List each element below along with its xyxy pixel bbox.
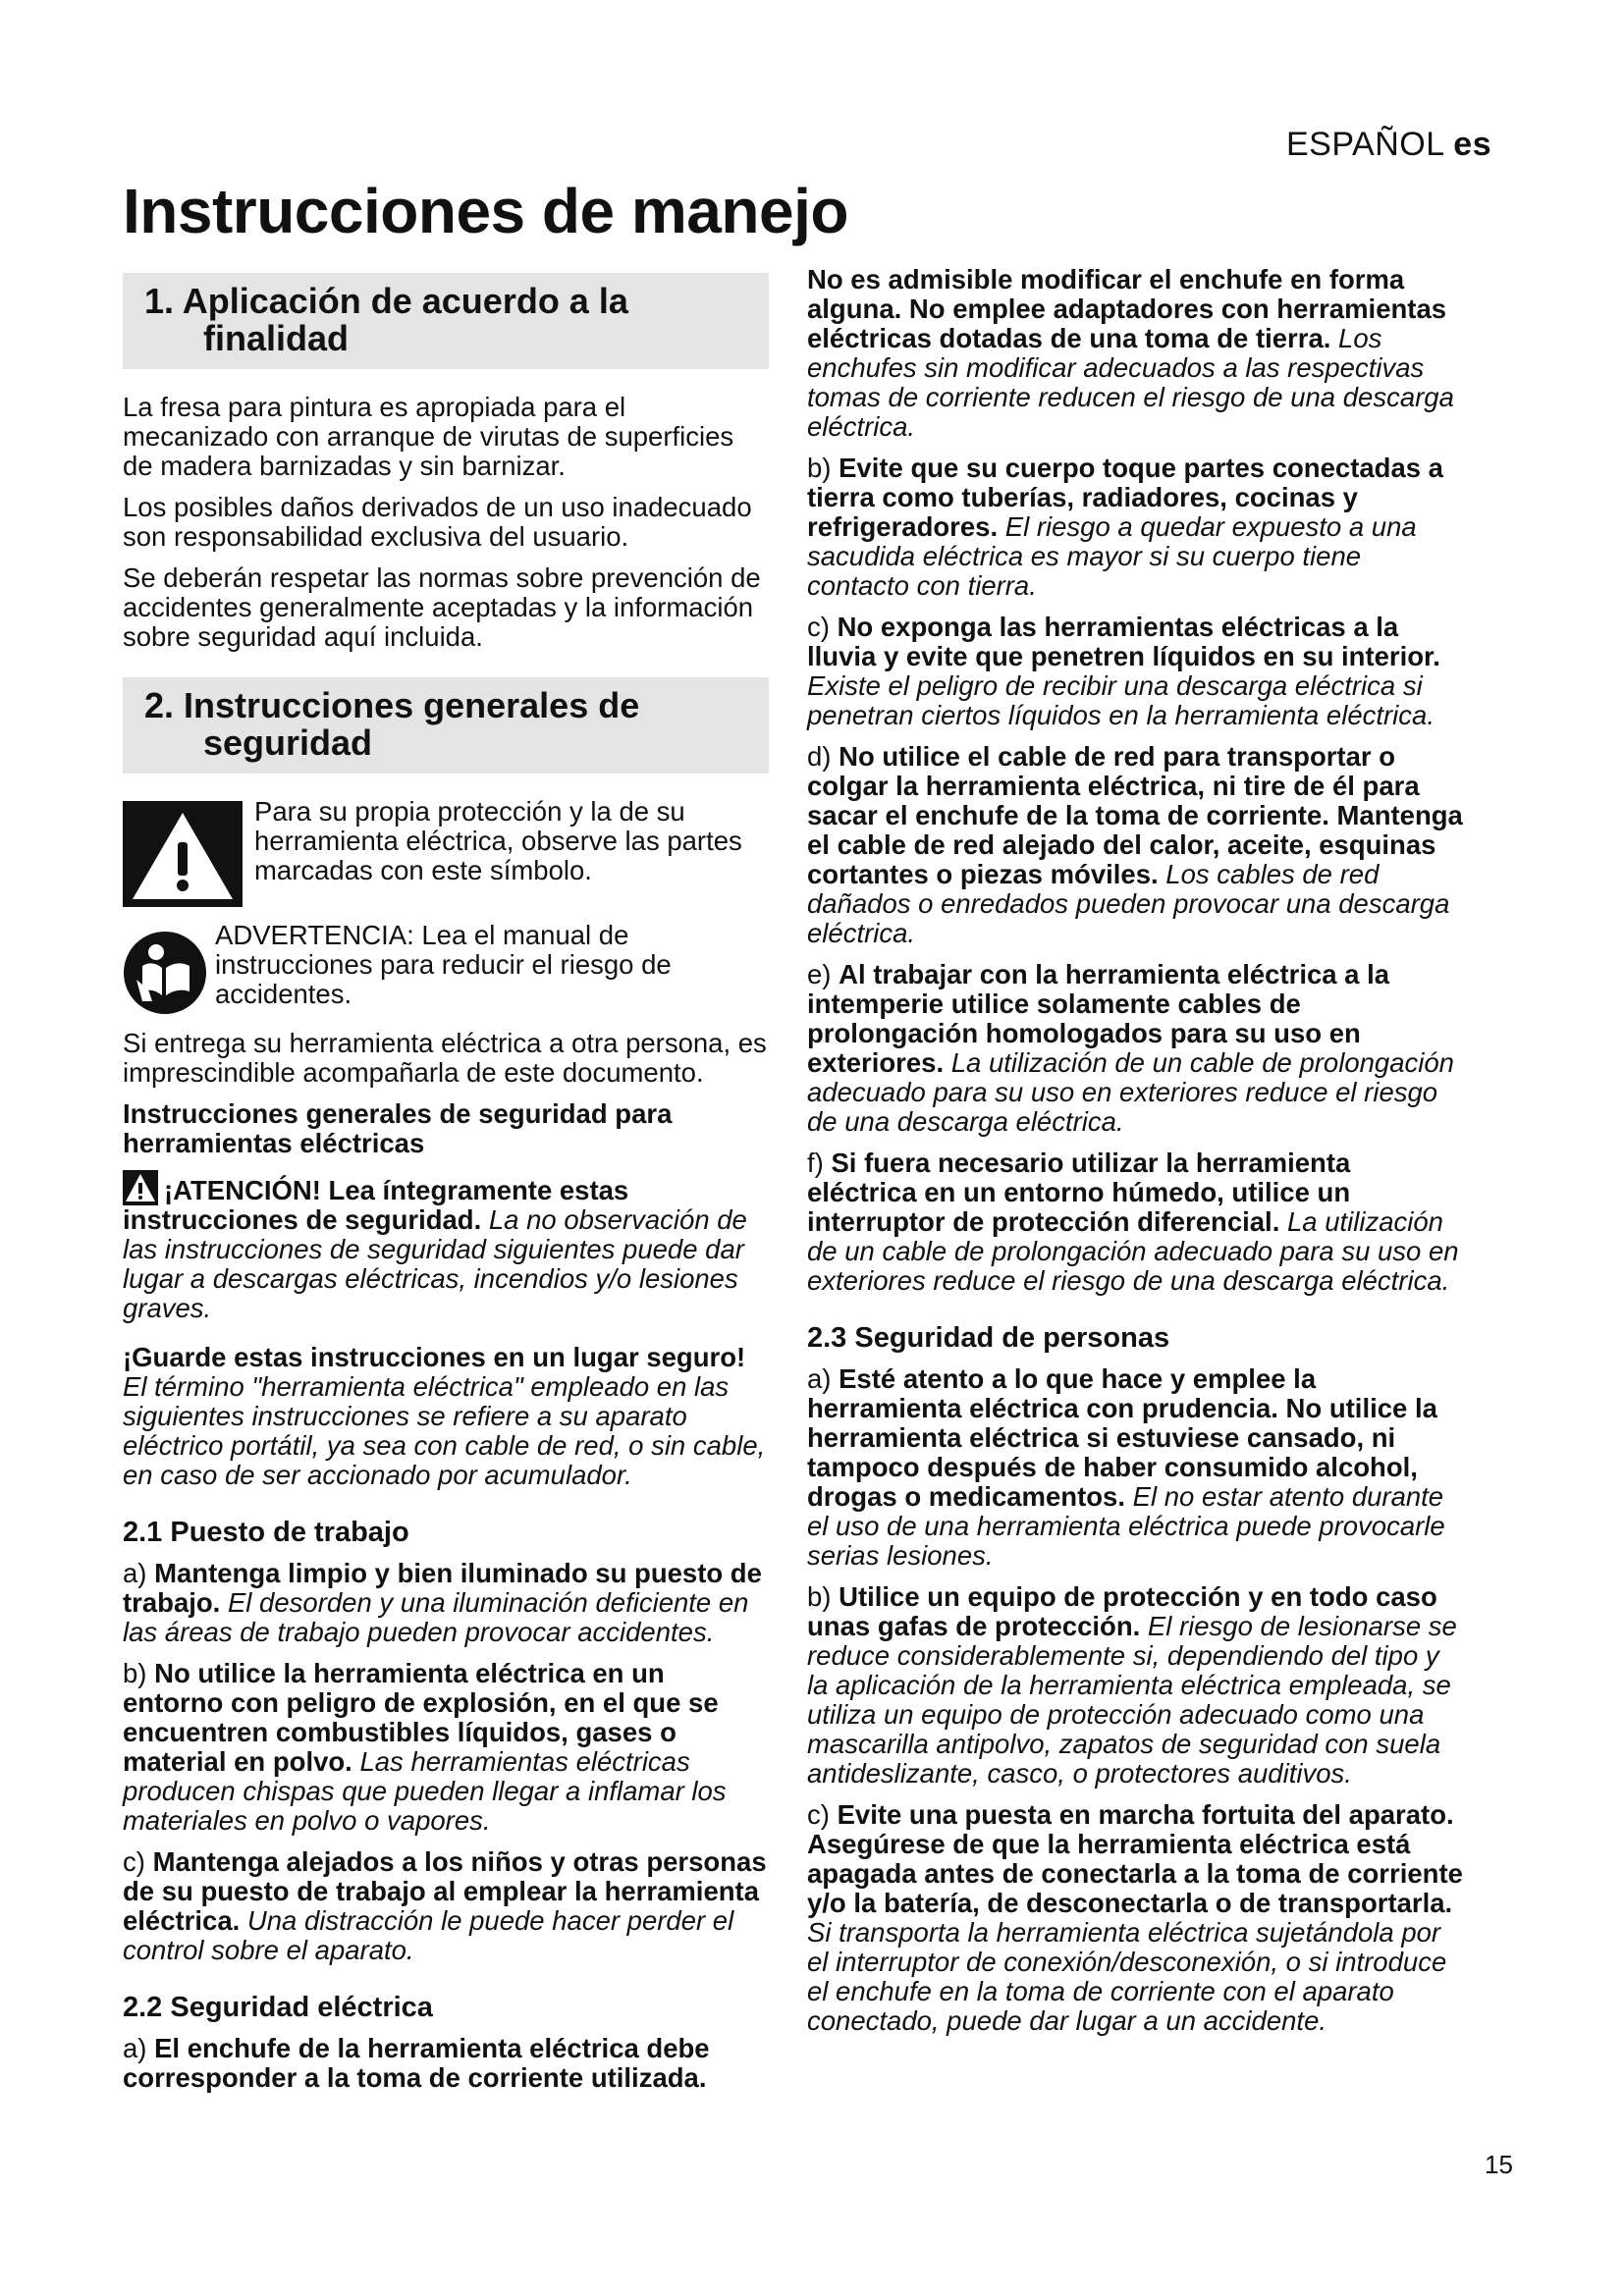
general-safety-heading-text: Instrucciones generales de seguridad para herramientas eléctricas [123,1098,673,1158]
s22-item-c [807,613,1463,730]
section-1-title-a: Aplicación de acuerdo a la [182,281,628,321]
guarde-italic: El término "herramienta eléctrica" empleado en las siguientes instrucciones se refiere a su aparato eléctrico portátil, ya sea con cable de red, o sin cable, en caso de ser accionado por acumulador. [123,1371,766,1490]
item-italic: El desorden y una iluminación deficiente en las áreas de trabajo pueden provocar accidentes. [123,1587,749,1647]
s22-item-e [807,960,1463,1137]
item-italic: Las herramientas eléctricas producen chispas que pueden llegar a inflamar los materiales en polvo o vapores. [123,1746,727,1836]
item-italic: Si transporta la herramienta eléctrica sujetándola por el interruptor de conexión/desconexión, o si introduce el enchufe en la toma de corriente con el aparato conectado, puede dar lugar a un accidente. [807,1917,1447,2036]
section-2-title-b: seguridad [203,722,373,763]
item-bold: Mantenga limpio y bien iluminado su puesto de trabajo. [123,1558,762,1618]
safety-symbol-note [123,797,769,907]
advertencia-note [123,921,769,1015]
warning-triangle-small-icon [123,1170,158,1205]
section-1-paragraph-1: La fresa para pintura es apropiada para el mecanizado con arranque de virutas de superficies de madera barnizadas y sin barnizar. [123,392,734,481]
item-italic: El riesgo de lesionarse se reduce considerablemente si, dependiendo del tipo y la aplicación de la herramienta eléctrica empleada, se utiliza un equipo de protección adecuado como una mascarilla antipolvo, zapatos de seguridad con suela antideslizante, casco, o protectores auditivos. [807,1611,1457,1789]
item-italic: El no estar atento durante el uso de una herramienta eléctrica puede provocarle serias lesiones. [807,1481,1445,1571]
item-letter: b) [123,1658,147,1688]
s22-item-a [123,2034,769,2093]
item-letter: a) [807,1363,832,1394]
item-letter: c) [807,612,830,642]
advertencia-body: : Lea el manual de instrucciones para reducir el riesgo de accidentes. [215,920,672,1009]
item-italic: El riesgo a quedar expuesto a una sacudida eléctrica es mayor si su cuerpo tiene contacto con tierra. [807,511,1417,601]
language-name: ESPAÑOL [1286,126,1444,163]
s22-item-d [807,742,1463,948]
s22-item-a-continued [807,265,1463,442]
guarde-bold: ¡Guarde estas instrucciones en un lugar seguro! [123,1342,746,1372]
page-number: 15 [1485,2150,1513,2179]
page-title: Instrucciones de manejo [123,176,848,246]
section-2-number: 2. [144,685,175,725]
guarde-paragraph [123,1343,769,1490]
item-letter: b) [807,453,832,483]
atencion-italic: La no observación de las instrucciones de seguridad siguientes puede dar lugar a descargas eléctricas, incendios y/o lesiones graves. [123,1204,747,1323]
item-bold: Mantenga alejados a los niños y otras personas de su puesto de trabajo al emplear la herramienta eléctrica. [123,1846,767,1936]
item-italic: Los cables de red dañados o enredados pueden provocar una descarga eléctrica. [807,859,1450,948]
item-bold: No utilice la herramienta eléctrica en un entorno con peligro de explosión, en el que se encuentren combustibles líquidos, gases o material en polvo. [123,1658,719,1777]
s21-item-c [123,1847,769,1965]
subsection-2-1-heading: 2.1 Puesto de trabajo [123,1517,409,1548]
language-code: es [1453,126,1492,163]
item-letter: a) [123,2033,147,2063]
item-letter: c) [807,1799,830,1830]
item-letter: c) [123,1846,145,1877]
safety-symbol-text: Para su propia protección y la de su herramienta eléctrica, observe las partes marcadas con este símbolo. [254,796,742,885]
advertencia-text [215,921,769,1009]
item-italic: Una distracción le puede hacer perder el control sobre el aparato. [123,1905,734,1965]
item-letter: d) [807,741,832,772]
language-label [1286,126,1491,164]
section-1-paragraph-2: Los posibles daños derivados de un uso inadecuado son responsabilidad exclusiva del usuario. [123,492,752,552]
s23-item-b [807,1582,1463,1789]
atencion-paragraph [123,1170,769,1323]
section-1-title-b: finalidad [203,318,350,358]
item-bold: Al trabajar con la herramienta eléctrica a la intemperie utilice solamente cables de prolongación homologados para su uso en exteriores. [807,959,1390,1078]
item-bold: Evite una puesta en marcha fortuita del aparato. Asegúrese de que la herramienta eléctrica está apagada antes de conectarla a la toma de corriente y/o la batería, de desconectarla o de transportarla. [807,1799,1463,1918]
handover-paragraph: Si entrega su herramienta eléctrica a otra persona, es imprescindible acompañarla de este documento. [123,1028,767,1088]
item-letter: b) [807,1581,832,1612]
left-column [123,265,769,2105]
s21-item-b [123,1659,769,1836]
section-1-heading [123,273,769,369]
item-letter: f) [807,1148,824,1178]
s21-item-a [123,1559,769,1647]
warning-triangle-icon [123,801,243,907]
section-1-number: 1. [144,281,175,321]
atencion-bold: ¡ATENCIÓN! Lea íntegramente estas instrucciones de seguridad. [123,1175,629,1235]
general-safety-heading [123,1099,769,1158]
item-bold: Utilice un equipo de protección y en todo caso unas gafas de protección. [807,1581,1437,1641]
advertencia-label: ADVERTENCIA [215,920,407,950]
right-column [807,265,1463,2048]
item-bold: Si fuera necesario utilizar la herramienta eléctrica en un entorno húmedo, utilice un interruptor de protección diferencial. [807,1148,1351,1237]
s22-item-b [807,454,1463,601]
item-letter: e) [807,959,832,989]
item-italic: Existe el peligro de recibir una descarga eléctrica si penetran ciertos líquidos en la herramienta eléctrica. [807,670,1435,730]
item-italic: La utilización de un cable de prolongación adecuado para su uso en exteriores reduce el riesgo de una descarga eléctrica. [807,1047,1454,1137]
item-bold: No es admisible modificar el enchufe en forma alguna. No emplee adaptadores con herramientas eléctricas dotadas de una toma de tierra. [807,264,1447,353]
item-italic: La utilización de un cable de prolongación adecuado para su uso en exteriores reduce el riesgo de una descarga eléctrica. [807,1206,1459,1296]
item-italic: Los enchufes sin modificar adecuados a las respectivas tomas de corriente reducen el riesgo de una descarga eléctrica. [807,323,1454,442]
item-bold: No exponga las herramientas eléctricas a la lluvia y evite que penetren líquidos en su interior. [807,612,1440,671]
item-bold: Esté atento a lo que hace y emplee la herramienta eléctrica con prudencia. No utilice la herramienta eléctrica si estuviese cansado, ni tampoco después de haber consumido alcohol, drogas o medicamentos. [807,1363,1437,1512]
subsection-2-3-heading: 2.3 Seguridad de personas [807,1322,1170,1354]
s22-item-f [807,1148,1463,1296]
s23-item-c [807,1800,1463,2036]
section-1-paragraph-3: Se deberán respetar las normas sobre prevención de accidentes generalmente aceptadas y la información sobre seguridad aquí incluida. [123,562,761,652]
item-bold: Evite que su cuerpo toque partes conectadas a tierra como tuberías, radiadores, cocinas y refrigeradores. [807,453,1443,542]
section-2-heading [123,677,769,774]
item-bold: El enchufe de la herramienta eléctrica debe corresponder a la toma de corriente utilizada. [123,2033,710,2093]
item-letter: a) [123,1558,147,1588]
subsection-2-2-heading: 2.2 Seguridad eléctrica [123,1992,433,2023]
read-manual-icon [123,931,207,1015]
section-2-title-a: Instrucciones generales de [184,685,640,725]
s23-item-a [807,1364,1463,1571]
item-bold: No utilice el cable de red para transportar o colgar la herramienta eléctrica, ni tire de él para sacar el enchufe de la toma de corriente. Mantenga el cable de red alejado del calor, aceite, esquinas cortantes o piezas móviles. [807,741,1463,889]
